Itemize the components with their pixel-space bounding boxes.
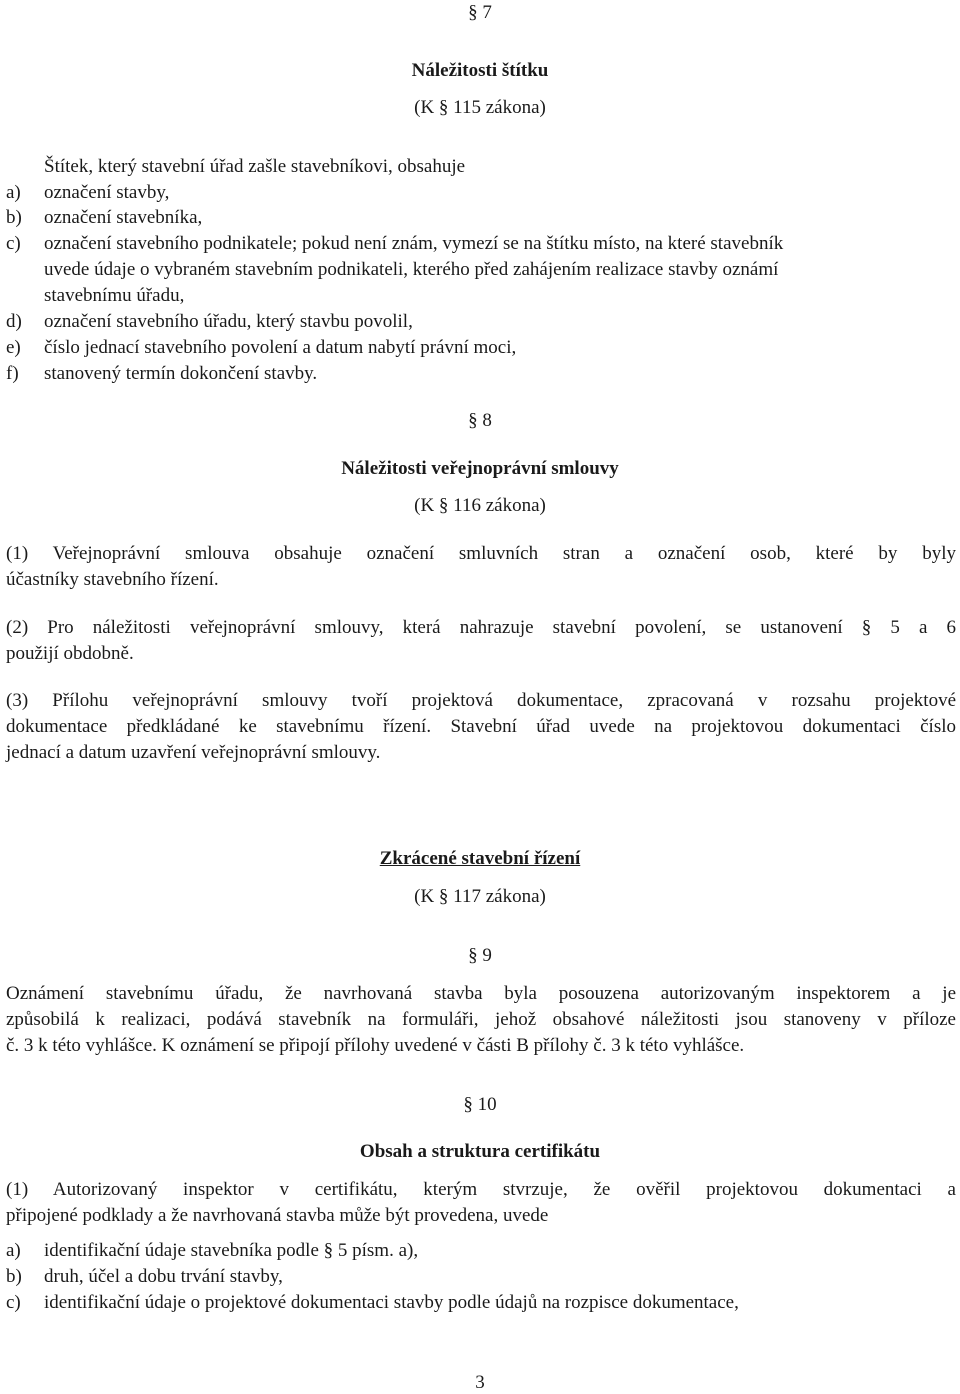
- section-7-intro: Štítek, který stavební úřad zašle stavebníkovi, obsahuje: [44, 156, 466, 177]
- item-text: identifikační údaje o projektové dokumentaci stavby podle údajů na rozpisce dokumentace,: [44, 1292, 739, 1313]
- heading-zkracene-rizeni-reference: (K § 117 zákona): [414, 886, 546, 907]
- item-text: stanovený termín dokončení stavby.: [44, 363, 318, 384]
- list-item-7c-line-3: stavebnímu úřadu,: [44, 285, 185, 306]
- section-8-paragraph-1-line-2: účastníky stavebního řízení.: [6, 569, 219, 590]
- item-text: identifikační údaje stavebníka podle § 5 písm. a),: [44, 1240, 419, 1261]
- list-item-7b: [6, 207, 202, 229]
- list-item-7f: [6, 363, 317, 385]
- section-8-title: Náležitosti veřejnoprávní smlouvy: [341, 458, 619, 479]
- section-8-paragraph-2-line-2: použijí obdobně.: [6, 643, 134, 664]
- item-text-line-1: označení stavebního podnikatele; pokud není znám, vymezí se na štítku místo, na které stavebník: [44, 233, 784, 254]
- item-text: označení stavby,: [44, 182, 170, 203]
- list-item-7a: [6, 182, 169, 204]
- list-item-10b: [6, 1266, 283, 1288]
- item-label: c): [6, 233, 21, 254]
- section-10-title: Obsah a struktura certifikátu: [359, 1141, 601, 1162]
- item-text: číslo jednací stavebního povolení a datum nabytí právní moci,: [44, 337, 517, 358]
- list-item-7e: [6, 337, 516, 359]
- list-item-7c-line-2: uvede údaje o vybraném stavebním podnikateli, kterého před zahájením realizace stavby oznámí: [44, 259, 779, 280]
- section-10-paragraph-1-line-1: (1) Autorizovaný inspektor v certifikátu, kterým stvrzuje, že ověřil projektovou dokumentaci a: [6, 1179, 956, 1200]
- item-text: označení stavebního úřadu, který stavbu povolil,: [44, 311, 413, 332]
- section-7-number: § 7: [468, 2, 492, 23]
- list-item-7c: [6, 233, 783, 255]
- section-7-title: Náležitosti štítku: [411, 60, 549, 81]
- item-text: označení stavebníka,: [44, 207, 203, 228]
- section-8-number: § 8: [468, 410, 492, 431]
- item-text: druh, účel a dobu trvání stavby,: [44, 1266, 283, 1287]
- section-8-reference: (K § 116 zákona): [414, 495, 546, 516]
- section-10-paragraph-1-line-2: připojené podklady a že navrhovaná stavba může být provedena, uvede: [6, 1205, 549, 1226]
- section-8-paragraph-2-line-1: (2) Pro náležitosti veřejnoprávní smlouvy, která nahrazuje stavební povolení, se ustanovení § 5 a 6: [6, 617, 956, 638]
- item-label: f): [6, 363, 19, 384]
- list-item-10c: [6, 1292, 739, 1314]
- section-8-paragraph-1-line-1: (1) Veřejnoprávní smlouva obsahuje označení smluvních stran a označení osob, které by byly: [6, 543, 956, 564]
- section-9-line-3: č. 3 k této vyhlášce. K oznámení se připojí přílohy uvedené v části B přílohy č. 3 k této vyhlášce.: [6, 1035, 745, 1056]
- section-8-paragraph-3-line-2: dokumentace předkládané ke stavebnímu řízení. Stavební úřad uvede na projektovou dokumentaci číslo: [6, 716, 956, 737]
- section-9-line-1: Oznámení stavebnímu úřadu, že navrhovaná stavba byla posouzena autorizovaným inspektorem a je: [6, 983, 956, 1004]
- item-label: d): [6, 311, 22, 332]
- item-label: a): [6, 182, 21, 203]
- list-item-10a: [6, 1240, 418, 1262]
- page-number: 3: [475, 1372, 485, 1393]
- section-10-number: § 10: [463, 1094, 497, 1115]
- section-8-paragraph-3-line-1: (3) Přílohu veřejnoprávní smlouvy tvoří projektová dokumentace, zpracovaná v rozsahu projektové: [6, 690, 956, 711]
- list-item-7d: [6, 311, 413, 333]
- item-label: c): [6, 1292, 21, 1313]
- item-label: b): [6, 1266, 22, 1287]
- section-8-paragraph-3-line-3: jednací a datum uzavření veřejnoprávní smlouvy.: [6, 742, 381, 763]
- section-9-number: § 9: [468, 945, 492, 966]
- section-9-line-2: způsobilá k realizaci, podává stavebník na formuláři, jehož obsahové náležitosti jsou stanoveny v příloze: [6, 1009, 956, 1030]
- item-label: e): [6, 337, 21, 358]
- heading-zkracene-rizeni: Zkrácené stavební řízení: [379, 848, 581, 869]
- section-7-reference: (K § 115 zákona): [414, 97, 546, 118]
- item-label: b): [6, 207, 22, 228]
- item-label: a): [6, 1240, 21, 1261]
